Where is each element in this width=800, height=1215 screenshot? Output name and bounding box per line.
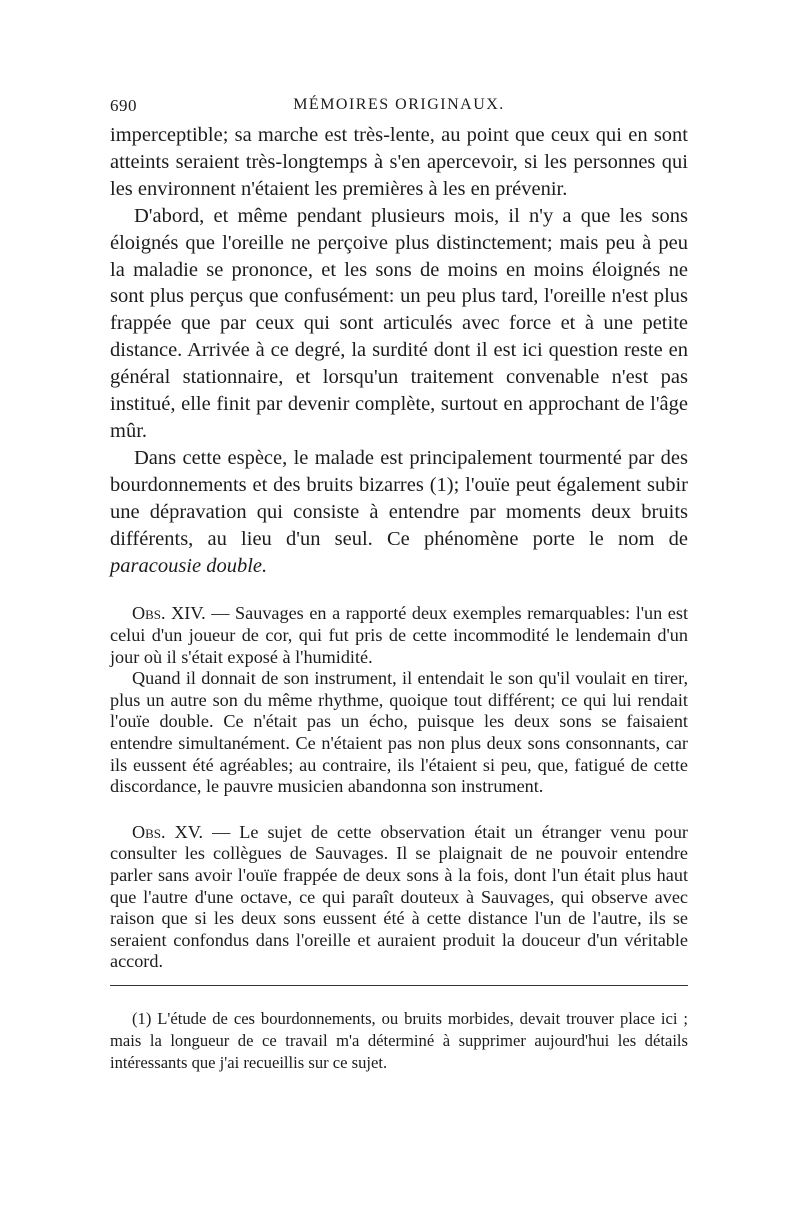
page [110,96,688,1090]
observation-15 [110,822,688,973]
observation-14-text: — Sauvages en a rapporté deux exemples remarquables: l'un est celui d'un joueur de cor, qui fut pris de cette incommodité le lendemain d'un jour où il s'était exposé à l'humidité. [110,603,689,667]
observation-15-body [110,822,688,973]
observation-15-label: Obs. XV. [132,821,204,842]
observation-14-intro [110,603,688,668]
observation-14-body: Quand il donnait de son instrument, il entendait le son qu'il voulait en tirer, plus un autre son du même rhythme, quoique tout différent; ce qui lui rendait l'ouïe double. Ce n'était pas un écho, puisque les deux sons se faisaient entendre simultanément. Ce n'étaient pas non plus deux sons consonnants, car ils eussent été agréables; au contraire, ils l'étaient si peu, que, fatigué de cette discordance, le pauvre musicien abandonna son instrument. [110,668,688,797]
paragraph-continuation: imperceptible; sa marche est très-lente, au point que ceux qui en sont atteints seraient très-longtemps à s'en apercevoir, si les personnes qui les environnent n'étaient les premières à les en prévenir. [110,124,688,200]
paracousie-term: paracousie double. [110,554,268,577]
running-head [110,96,688,122]
footnote: (1) L'étude de ces bourdonnements, ou bruits morbides, devait trouver place ici ; mais la longueur de ce travail m'a déterminé à supprimer aujourd'hui les détails intéressants que j'ai recueillis sur ce sujet. [110,1008,688,1072]
paragraph-paracousie-text: Dans cette espèce, le malade est principalement tourmenté par des bourdonnements et des bruits bizarres (1); l'ouïe peut également subir une dépravation qui consiste à entendre par moments deux bruits différents, au lieu d'un seul. Ce phénomène porte le nom de [110,446,688,550]
running-title: MÉMOIRES ORIGINAUX. [293,96,505,113]
main-text [110,122,688,579]
observation-15-text: — Le sujet de cette observation était un étranger venu pour consulter les collègues de Sauvages. Il se plaignait de ne pouvoir entendre parler sans avoir l'ouïe frappée de deux sons à la fois, dont l'un était plus haut que l'autre d'une octave, ce qui paraît douteux à Sauvages, qui observe avec raison que si les deux sons eussent été à cette distance l'un de l'autre, ils se seraient confondus dans l'oreille et auraient produit la douceur d'un véritable accord. [110,821,688,972]
observation-14-label: Obs. XIV. [132,603,206,624]
paragraph-surdite: D'abord, et même pendant plusieurs mois, il n'y a que les sons éloignés que l'oreille ne perçoive plus distinctement; mais peu à peu la maladie se prononce, et les sons de moins en moins éloignés ne sont plus perçus que confusément: un peu plus tard, l'oreille n'est plus frappée que par ceux qui sont articulés avec force et à une petite distance. Arrivée à ce degré, la surdité dont il est ici question reste en général stationnaire, et lorsqu'un traitement convenable n'est pas institué, elle finit par devenir complète, surtout en approchant de l'âge mûr. [110,204,688,442]
footnote-divider [110,985,688,986]
observation-14 [110,603,688,797]
page-number: 690 [110,96,137,115]
paragraph-paracousie [110,445,688,580]
